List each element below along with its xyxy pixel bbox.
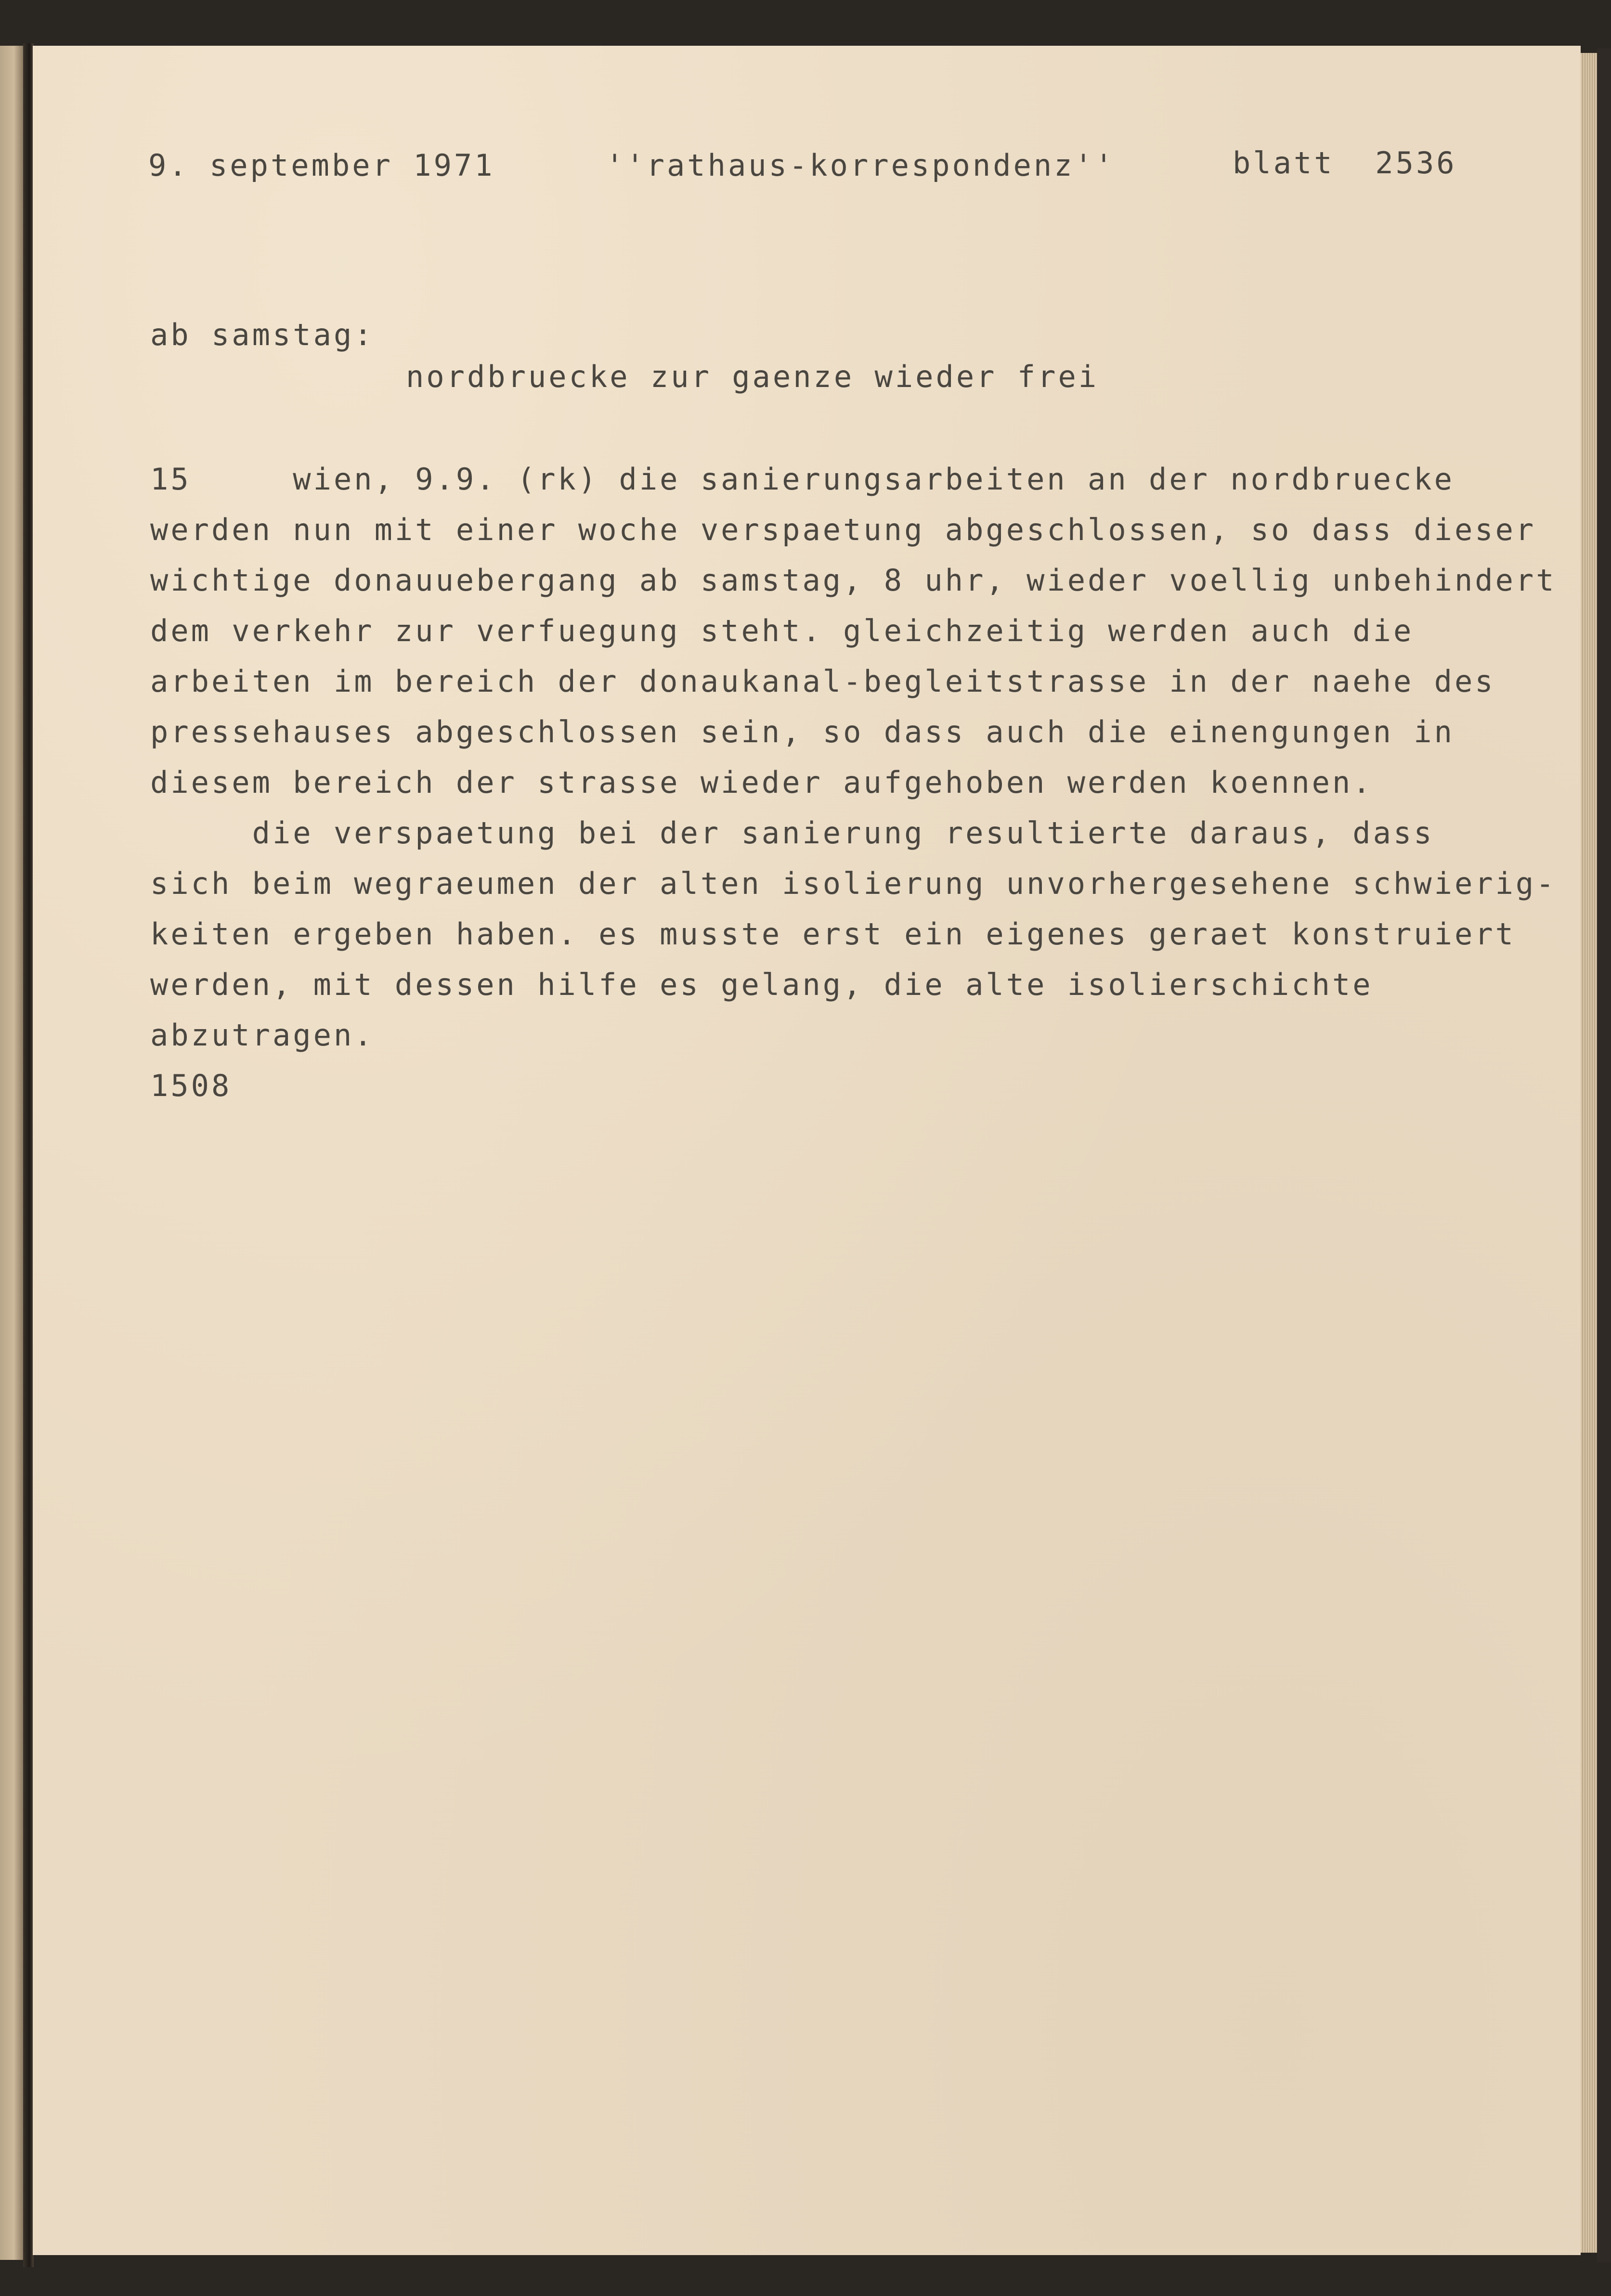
page-edges bbox=[1581, 53, 1597, 2253]
article-line: pressehauses abgeschlossen sein, so dass auch die einengungen in bbox=[150, 714, 1455, 749]
article-line: sich beim wegraeumen der alten isolierung unvorhergesehene schwierig- bbox=[150, 866, 1557, 901]
facing-page-edge bbox=[0, 46, 23, 2260]
article-line: dem verkehr zur verfuegung steht. gleichzeitig werden auch die bbox=[150, 613, 1414, 648]
binding-gutter bbox=[23, 43, 34, 2267]
article-line: werden, mit dessen hilfe es gelang, die alte isolierschichte bbox=[150, 967, 1373, 1002]
header-date: 9. september 1971 bbox=[148, 148, 495, 183]
footer-code: 1508 bbox=[150, 1068, 232, 1103]
article-line: diesem bereich der strasse wieder aufgehoben werden koennen. bbox=[150, 765, 1373, 800]
article-kicker: ab samstag: bbox=[150, 317, 375, 352]
article-line: abzutragen. bbox=[150, 1018, 375, 1053]
header-sheet-number: blatt 2536 bbox=[1233, 145, 1457, 181]
article-line: werden nun mit einer woche verspaetung abgeschlossen, so dass dieser bbox=[150, 512, 1536, 547]
article-line: keiten ergeben haben. es musste erst ein eigenes geraet konstruiert bbox=[150, 916, 1516, 952]
article-line: 15 wien, 9.9. (rk) die sanierungsarbeiten an der nordbruecke bbox=[150, 462, 1455, 497]
page-edge-shadow bbox=[1597, 48, 1611, 2262]
article-line: wichtige donauuebergang ab samstag, 8 uhr, wieder voellig unbehindert bbox=[150, 563, 1557, 598]
article-headline: nordbruecke zur gaenze wieder frei bbox=[406, 359, 1099, 394]
article-line: die verspaetung bei der sanierung resultierte daraus, dass bbox=[150, 815, 1434, 851]
header-publication: ''rathaus-korrespondenz'' bbox=[606, 148, 1116, 183]
article-line: arbeiten im bereich der donaukanal-begleitstrasse in der naehe des bbox=[150, 664, 1495, 699]
